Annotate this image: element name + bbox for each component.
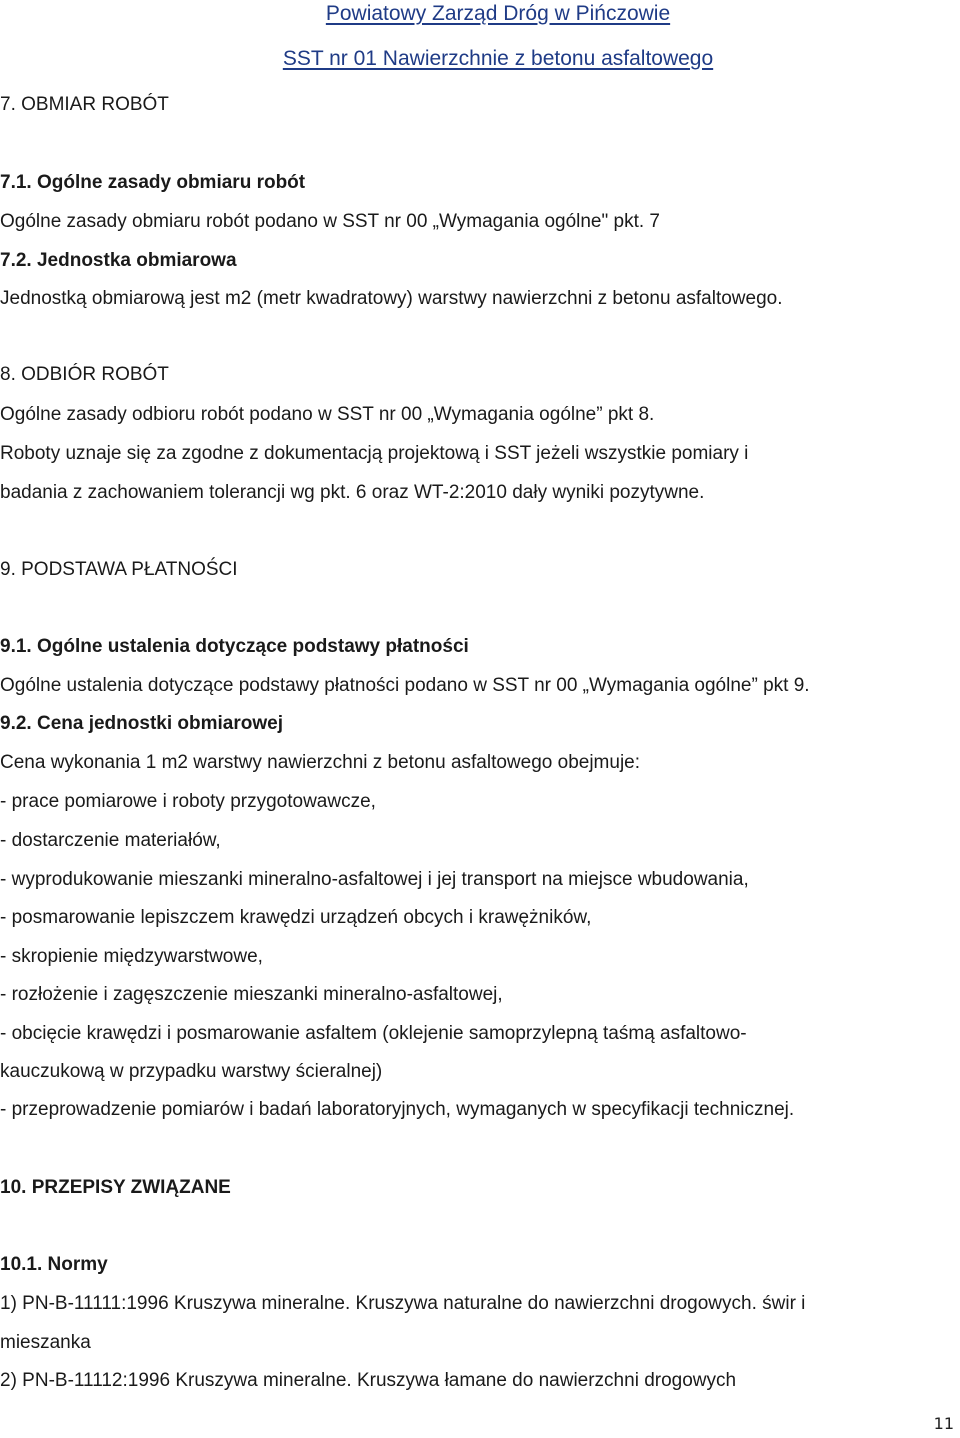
list-item: - prace pomiarowe i roboty przygotowawcze,: [0, 791, 376, 812]
list-item: - skropienie międzywarstwowe,: [0, 946, 263, 967]
list-item: - obcięcie krawędzi i posmarowanie asfaltem (oklejenie samoprzylepną taśmą asfaltowo-: [0, 1023, 747, 1044]
page-number: 11: [933, 1414, 954, 1433]
section-8-text-2a: Roboty uznaje się za zgodne z dokumentacją projektową i SST jeżeli wszystkie pomiary i: [0, 443, 749, 464]
subsection-7-2-text: Jednostką obmiarową jest m2 (metr kwadratowy) warstwy nawierzchni z betonu asfaltowego.: [0, 288, 783, 309]
header-title: Powiatowy Zarząd Dróg w Pińczowie: [325, 2, 671, 25]
subsection-10-1-heading: 10.1. Normy: [0, 1254, 108, 1275]
subsection-7-2-heading: 7.2. Jednostka obmiarowa: [0, 250, 237, 271]
norm-item-1b: mieszanka: [0, 1332, 91, 1353]
norm-item-2: 2) PN-B-11112:1996 Kruszywa mineralne. Kruszywa łamane do nawierzchni drogowych: [0, 1370, 737, 1391]
header-subtitle: SST nr 01 Nawierzchnie z betonu asfaltowego: [282, 47, 714, 70]
section-8-text-2b: badania z zachowaniem tolerancji wg pkt. 6 oraz WT-2:2010 dały wyniki pozytywne.: [0, 482, 705, 503]
list-item: - przeprowadzenie pomiarów i badań laboratoryjnych, wymaganych w specyfikacji technicznej.: [0, 1099, 795, 1120]
norm-item-1a: 1) PN-B-11111:1996 Kruszywa mineralne. Kruszywa naturalne do nawierzchni drogowych. świr i: [0, 1293, 806, 1314]
list-item: kauczukową w przypadku warstwy ścieralnej): [0, 1061, 383, 1082]
section-7-heading: 7. OBMIAR ROBÓT: [0, 94, 169, 115]
subsection-9-2-text: Cena wykonania 1 m2 warstwy nawierzchni z betonu asfaltowego obejmuje:: [0, 752, 641, 773]
section-9-heading: 9. PODSTAWA PŁATNOŚCI: [0, 559, 238, 580]
subsection-7-1-heading: 7.1. Ogólne zasady obmiaru robót: [0, 172, 306, 193]
subsection-9-1-text: Ogólne ustalenia dotyczące podstawy płatności podano w SST nr 00 „Wymagania ogólne” pkt 9.: [0, 675, 810, 696]
section-8-heading: 8. ODBIÓR ROBÓT: [0, 364, 169, 385]
list-item: - posmarowanie lepiszczem krawędzi urządzeń obcych i krawężników,: [0, 907, 592, 928]
list-item: - wyprodukowanie mieszanki mineralno-asfaltowej i jej transport na miejsce wbudowania,: [0, 869, 749, 890]
list-item: - rozłożenie i zagęszczenie mieszanki mineralno-asfaltowej,: [0, 984, 503, 1005]
subsection-9-1-heading: 9.1. Ogólne ustalenia dotyczące podstawy płatności: [0, 636, 469, 657]
section-10-heading: 10. PRZEPISY ZWIĄZANE: [0, 1177, 231, 1198]
list-item: - dostarczenie materiałów,: [0, 830, 221, 851]
subsection-7-1-text: Ogólne zasady obmiaru robót podano w SST nr 00 „Wymagania ogólne" pkt. 7: [0, 211, 660, 232]
subsection-9-2-heading: 9.2. Cena jednostki obmiarowej: [0, 713, 283, 734]
section-8-text-1: Ogólne zasady odbioru robót podano w SST nr 00 „Wymagania ogólne” pkt 8.: [0, 404, 655, 425]
